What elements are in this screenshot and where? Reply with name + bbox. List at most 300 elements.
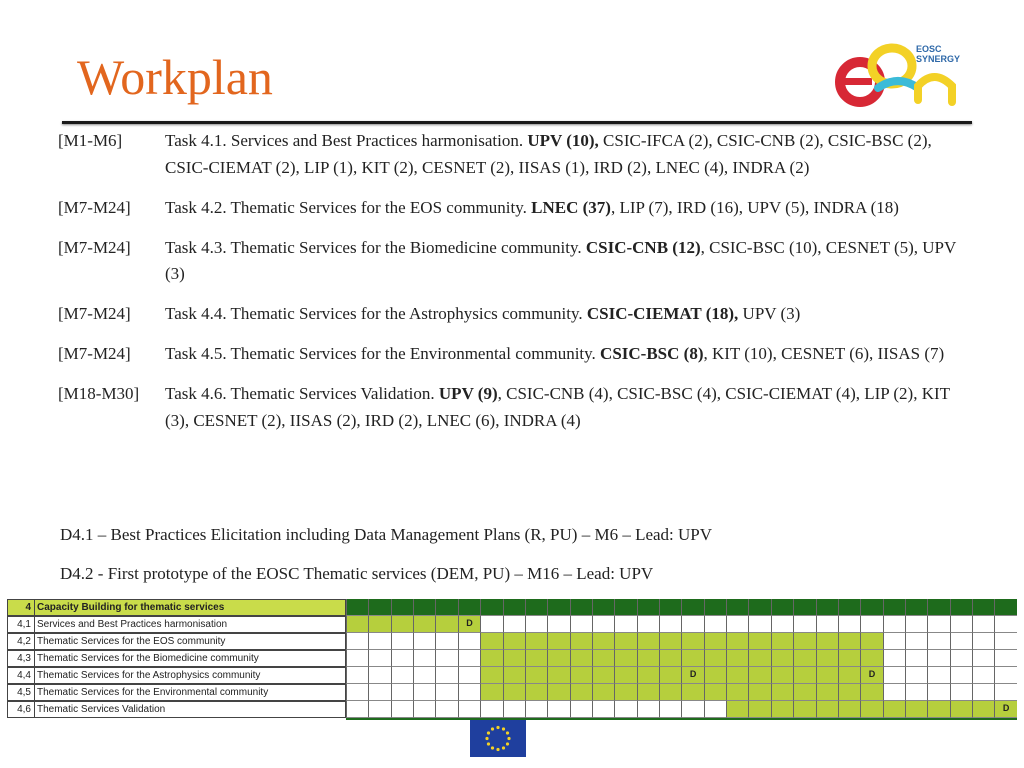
gantt-month: [659, 616, 681, 633]
gantt-active-month: [368, 599, 390, 616]
task-description: [165, 301, 978, 328]
gantt-month: [950, 684, 972, 701]
gantt-active-month: [592, 684, 614, 701]
eu-flag-star: [487, 742, 490, 745]
gantt-active-month: [771, 684, 793, 701]
gantt-active-month: [726, 599, 748, 616]
gantt-month: [413, 684, 435, 701]
gantt-task-number: 4,4: [7, 667, 34, 684]
gantt-month: [972, 684, 994, 701]
gantt-active-month: [503, 667, 525, 684]
gantt-month: [458, 684, 480, 701]
gantt-month: [950, 616, 972, 633]
gantt-active-month: [480, 650, 502, 667]
gantt-active-month: [860, 684, 882, 701]
task-description: [165, 128, 978, 181]
task-description: [165, 381, 978, 434]
gantt-month: [391, 667, 413, 684]
gantt-month: [547, 616, 569, 633]
task-partners: , CSIC-CNB (4), CSIC-BSC (4), CSIC-CIEMAT (4), LIP (2), KIT (3), CESNET (2), IISAS (2), IRD (2), LNEC (6), INDRA (4): [165, 384, 950, 430]
task-period: [M18-M30]: [58, 384, 140, 403]
gantt-active-month: [637, 667, 659, 684]
gantt-month: [592, 616, 614, 633]
task-item: [58, 195, 978, 222]
gantt-active-month: [592, 633, 614, 650]
gantt-month: [860, 616, 882, 633]
gantt-active-month: [838, 701, 860, 718]
eu-flag-star: [496, 726, 499, 729]
task-partners: , CSIC-BSC (10), CESNET (5), UPV (3): [165, 237, 956, 283]
gantt-active-month: [726, 701, 748, 718]
gantt-month: [816, 616, 838, 633]
gantt-active-month: [726, 684, 748, 701]
gantt-month: [435, 701, 457, 718]
gantt-month: [391, 701, 413, 718]
gantt-month: [883, 667, 905, 684]
gantt-month: [637, 616, 659, 633]
gantt-active-month: [793, 599, 815, 616]
gantt-active-month: [771, 650, 793, 667]
logo-text-eosc: EOSC: [916, 44, 942, 54]
gantt-month: [972, 667, 994, 684]
gantt-active-month: [659, 599, 681, 616]
task-text: Task 4.4. Thematic Services for the Astrophysics community.: [165, 304, 587, 323]
page-title: Workplan: [77, 49, 273, 105]
gantt-month: [458, 701, 480, 718]
gantt-row: [7, 599, 1017, 616]
gantt-month: [883, 650, 905, 667]
gantt-active-month: [592, 667, 614, 684]
gantt-month: [972, 633, 994, 650]
gantt-row: [7, 701, 1017, 718]
gantt-active-month: [570, 633, 592, 650]
gantt-month: [480, 701, 502, 718]
gantt-month: [972, 616, 994, 633]
gantt-task-label: Services and Best Practices harmonisation: [34, 616, 346, 633]
gantt-active-month: [614, 599, 636, 616]
gantt-month: [547, 701, 569, 718]
gantt-month: [793, 616, 815, 633]
gantt-active-month: [480, 633, 502, 650]
gantt-month: [480, 616, 502, 633]
gantt-month: [681, 616, 703, 633]
logo-swoosh-yellow: [918, 77, 952, 102]
gantt-active-month: [704, 684, 726, 701]
gantt-active-month: [435, 599, 457, 616]
task-item: [58, 128, 978, 181]
gantt-active-month: [838, 650, 860, 667]
gantt-month: [458, 667, 480, 684]
gantt-month: [704, 616, 726, 633]
gantt-active-month: [771, 667, 793, 684]
gantt-active-month: [458, 599, 480, 616]
gantt-month: [905, 616, 927, 633]
gantt-month: [614, 616, 636, 633]
gantt-task-label: Capacity Building for thematic services: [34, 599, 346, 616]
gantt-active-month: [726, 667, 748, 684]
gantt-active-month: [525, 633, 547, 650]
gantt-active-month: [547, 599, 569, 616]
gantt-month: [391, 650, 413, 667]
eu-flag-background: [470, 720, 526, 757]
task-item: [58, 235, 978, 288]
gantt-month: [570, 701, 592, 718]
gantt-month: [368, 633, 390, 650]
gantt-active-month: [681, 650, 703, 667]
gantt-active-month: [637, 650, 659, 667]
gantt-active-month: [525, 650, 547, 667]
gantt-month: [994, 616, 1016, 633]
gantt-active-month: [480, 684, 502, 701]
task-period: [M7-M24]: [58, 344, 131, 363]
gantt-active-month: [905, 701, 927, 718]
task-item: [58, 301, 978, 328]
gantt-month: [368, 701, 390, 718]
task-lead: CSIC-BSC (8): [600, 344, 704, 363]
gantt-active-month: [838, 684, 860, 701]
gantt-active-month: [950, 701, 972, 718]
gantt-active-month: [816, 667, 838, 684]
gantt-month: [927, 667, 949, 684]
gantt-active-month: [614, 667, 636, 684]
gantt-active-month: [793, 650, 815, 667]
eu-flag-star: [506, 742, 509, 745]
task-item: [58, 341, 978, 368]
eu-flag-star: [507, 737, 510, 740]
gantt-active-month: [860, 633, 882, 650]
gantt-active-month: [413, 616, 435, 633]
gantt-task-number: 4,1: [7, 616, 34, 633]
gantt-active-month: [793, 701, 815, 718]
gantt-month: [681, 701, 703, 718]
gantt-task-number: 4,6: [7, 701, 34, 718]
gantt-task-number: 4: [7, 599, 34, 616]
gantt-active-month: [346, 616, 368, 633]
gantt-month: [346, 667, 368, 684]
gantt-task-label: Thematic Services for the Astrophysics community: [34, 667, 346, 684]
task-period: [M1-M6]: [58, 131, 123, 150]
gantt-month-cells: [346, 650, 1017, 667]
gantt-row: [7, 667, 1017, 684]
gantt-task-number: 4,5: [7, 684, 34, 701]
gantt-bottom-border: [346, 718, 1017, 720]
deliverable-d42: D4.2 - First prototype of the EOSC Thematic services (DEM, PU) – M16 – Lead: UPV: [60, 564, 654, 583]
gantt-active-month: [614, 684, 636, 701]
gantt-active-month: [547, 684, 569, 701]
eu-flag-star: [502, 727, 505, 730]
gantt-active-month: [905, 599, 927, 616]
logo-text-synergy: SYNERGY: [916, 54, 961, 64]
deliverable-d41: D4.1 – Best Practices Elicitation including Data Management Plans (R, PU) – M6 – Lead: UPV: [60, 525, 713, 544]
eu-flag-star: [506, 731, 509, 734]
task-partners: , KIT (10), CESNET (6), IISAS (7): [703, 344, 945, 363]
eu-flag-star: [487, 731, 490, 734]
gantt-month: [413, 633, 435, 650]
gantt-active-month: [592, 650, 614, 667]
gantt-row: [7, 633, 1017, 650]
gantt-month: [726, 616, 748, 633]
gantt-month: [883, 684, 905, 701]
gantt-active-month: [525, 667, 547, 684]
gantt-month: [592, 701, 614, 718]
task-item: [58, 381, 978, 434]
gantt-month: [950, 650, 972, 667]
task-period: [M7-M24]: [58, 304, 131, 323]
gantt-active-month: [681, 599, 703, 616]
eu-flag-star: [496, 748, 499, 751]
gantt-active-month: [816, 650, 838, 667]
gantt-chart: [7, 599, 1017, 720]
gantt-active-month: [748, 633, 770, 650]
gantt-deliverable-marker: D: [860, 667, 882, 684]
gantt-month: [458, 633, 480, 650]
gantt-month: [659, 701, 681, 718]
gantt-month: [927, 633, 949, 650]
gantt-month-cells: [346, 701, 1017, 718]
gantt-month: [391, 633, 413, 650]
gantt-active-month: [503, 684, 525, 701]
gantt-task-number: 4,3: [7, 650, 34, 667]
gantt-active-month: [637, 599, 659, 616]
gantt-month: [413, 667, 435, 684]
gantt-active-month: [950, 599, 972, 616]
gantt-active-month: [726, 650, 748, 667]
task-lead: CSIC-CIEMAT (18),: [586, 304, 739, 323]
gantt-deliverable-marker: D: [994, 701, 1016, 718]
task-lead: UPV (10),: [527, 131, 599, 150]
gantt-active-month: [748, 599, 770, 616]
gantt-active-month: [771, 701, 793, 718]
gantt-month: [570, 616, 592, 633]
gantt-month: [883, 633, 905, 650]
gantt-month: [927, 684, 949, 701]
logo-e-bar: [842, 78, 872, 85]
gantt-active-month: [503, 633, 525, 650]
gantt-active-month: [659, 667, 681, 684]
gantt-task-label: Thematic Services for the Environmental community: [34, 684, 346, 701]
gantt-active-month: [748, 684, 770, 701]
gantt-month: [704, 701, 726, 718]
gantt-month: [503, 616, 525, 633]
gantt-month: [927, 616, 949, 633]
gantt-active-month: [726, 633, 748, 650]
task-lead: UPV (9): [438, 384, 498, 403]
gantt-active-month: [547, 667, 569, 684]
gantt-active-month: [838, 599, 860, 616]
task-list: [58, 128, 978, 448]
gantt-month: [950, 667, 972, 684]
title-divider: [62, 121, 972, 124]
task-period: [M7-M24]: [58, 237, 131, 257]
gantt-active-month: [614, 633, 636, 650]
gantt-month: [905, 667, 927, 684]
gantt-month: [994, 667, 1016, 684]
gantt-month: [950, 633, 972, 650]
gantt-month: [883, 616, 905, 633]
gantt-active-month: [413, 599, 435, 616]
task-description: [165, 195, 978, 222]
gantt-month-cells: [346, 667, 1017, 684]
gantt-active-month: [659, 684, 681, 701]
gantt-active-month: [480, 667, 502, 684]
gantt-active-month: [570, 684, 592, 701]
gantt-active-month: [793, 684, 815, 701]
gantt-active-month: [704, 650, 726, 667]
gantt-active-month: [860, 650, 882, 667]
gantt-active-month: [659, 650, 681, 667]
gantt-active-month: [704, 633, 726, 650]
gantt-month: [435, 667, 457, 684]
gantt-active-month: [592, 599, 614, 616]
gantt-month: [435, 633, 457, 650]
gantt-month: [637, 701, 659, 718]
gantt-active-month: [704, 599, 726, 616]
gantt-active-month: [927, 599, 949, 616]
gantt-active-month: [883, 599, 905, 616]
gantt-month: [525, 616, 547, 633]
gantt-active-month: [391, 599, 413, 616]
gantt-month-cells: [346, 616, 1017, 633]
task-period: [M7-M24]: [58, 197, 131, 217]
gantt-active-month: [748, 667, 770, 684]
eu-flag-star: [485, 737, 488, 740]
gantt-active-month: [860, 599, 882, 616]
gantt-month-cells: [346, 633, 1017, 650]
gantt-row: [7, 650, 1017, 667]
gantt-month: [905, 684, 927, 701]
gantt-active-month: [994, 599, 1016, 616]
gantt-active-month: [525, 599, 547, 616]
gantt-active-month: [838, 667, 860, 684]
gantt-month: [905, 650, 927, 667]
gantt-month: [972, 650, 994, 667]
gantt-active-month: [793, 633, 815, 650]
gantt-active-month: [816, 633, 838, 650]
gantt-active-month: [771, 599, 793, 616]
gantt-active-month: [435, 616, 457, 633]
gantt-month-cells: [346, 599, 1017, 616]
gantt-active-month: [570, 667, 592, 684]
gantt-active-month: [883, 701, 905, 718]
gantt-month: [346, 650, 368, 667]
gantt-month: [994, 684, 1016, 701]
gantt-month: [435, 684, 457, 701]
eu-flag-star: [502, 746, 505, 749]
gantt-active-month: [637, 684, 659, 701]
task-description: [165, 341, 978, 368]
gantt-active-month: [614, 650, 636, 667]
gantt-active-month: [503, 599, 525, 616]
gantt-month: [994, 650, 1016, 667]
gantt-active-month: [816, 684, 838, 701]
gantt-month: [927, 650, 949, 667]
gantt-active-month: [480, 599, 502, 616]
gantt-deliverable-marker: D: [458, 616, 480, 633]
gantt-month: [368, 667, 390, 684]
gantt-active-month: [346, 599, 368, 616]
gantt-task-label: Thematic Services for the Biomedicine community: [34, 650, 346, 667]
task-text: Task 4.3. Thematic Services for the Biomedicine community.: [165, 237, 586, 257]
gantt-month: [413, 650, 435, 667]
gantt-row: [7, 684, 1017, 701]
gantt-month-cells: [346, 684, 1017, 701]
gantt-active-month: [972, 701, 994, 718]
gantt-active-month: [748, 701, 770, 718]
gantt-month: [391, 684, 413, 701]
gantt-task-label: Thematic Services for the EOS community: [34, 633, 346, 650]
gantt-month: [905, 633, 927, 650]
gantt-active-month: [748, 650, 770, 667]
gantt-month: [614, 701, 636, 718]
gantt-month: [368, 650, 390, 667]
gantt-active-month: [860, 701, 882, 718]
gantt-month: [413, 701, 435, 718]
task-text: Task 4.2. Thematic Services for the EOS community.: [165, 197, 532, 217]
gantt-active-month: [927, 701, 949, 718]
gantt-active-month: [771, 633, 793, 650]
gantt-row: [7, 616, 1017, 633]
gantt-active-month: [547, 633, 569, 650]
task-text: Task 4.1. Services and Best Practices harmonisation.: [165, 131, 528, 150]
gantt-month: [458, 650, 480, 667]
gantt-active-month: [368, 616, 390, 633]
task-partners: UPV (3): [738, 304, 801, 323]
gantt-month: [346, 684, 368, 701]
gantt-active-month: [972, 599, 994, 616]
gantt-deliverable-marker: D: [681, 667, 703, 684]
task-text: Task 4.6. Thematic Services Validation.: [165, 384, 439, 403]
gantt-month: [368, 684, 390, 701]
gantt-month: [771, 616, 793, 633]
gantt-active-month: [391, 616, 413, 633]
task-text: Task 4.5. Thematic Services for the Environmental community.: [165, 344, 601, 363]
eosc-synergy-logo: [834, 38, 970, 108]
gantt-active-month: [547, 650, 569, 667]
gantt-month: [435, 650, 457, 667]
eu-flag: [470, 720, 526, 757]
gantt-active-month: [570, 599, 592, 616]
gantt-month: [748, 616, 770, 633]
gantt-active-month: [681, 684, 703, 701]
gantt-task-label: Thematic Services Validation: [34, 701, 346, 718]
gantt-active-month: [503, 650, 525, 667]
gantt-active-month: [681, 633, 703, 650]
gantt-active-month: [816, 701, 838, 718]
gantt-active-month: [659, 633, 681, 650]
eu-flag-star: [491, 727, 494, 730]
gantt-active-month: [838, 633, 860, 650]
task-description: [165, 235, 978, 288]
gantt-task-number: 4,2: [7, 633, 34, 650]
eu-flag-star: [491, 746, 494, 749]
gantt-active-month: [570, 650, 592, 667]
gantt-month: [346, 633, 368, 650]
gantt-active-month: [793, 667, 815, 684]
task-lead: CSIC-CNB (12): [585, 237, 701, 257]
gantt-month: [838, 616, 860, 633]
gantt-active-month: [637, 633, 659, 650]
gantt-month: [525, 701, 547, 718]
gantt-month: [994, 633, 1016, 650]
gantt-month: [503, 701, 525, 718]
task-partners: CSIC-IFCA (2), CSIC-CNB (2), CSIC-BSC (2), CSIC-CIEMAT (2), LIP (1), KIT (2), CESNET (2), IISAS (1), IRD (2), LNEC (4), INDRA (2): [165, 131, 932, 177]
gantt-month: [346, 701, 368, 718]
task-partners: , LIP (7), IRD (16), UPV (5), INDRA (18): [610, 197, 899, 217]
gantt-active-month: [816, 599, 838, 616]
gantt-active-month: [704, 667, 726, 684]
gantt-active-month: [525, 684, 547, 701]
task-lead: LNEC (37): [531, 197, 611, 217]
